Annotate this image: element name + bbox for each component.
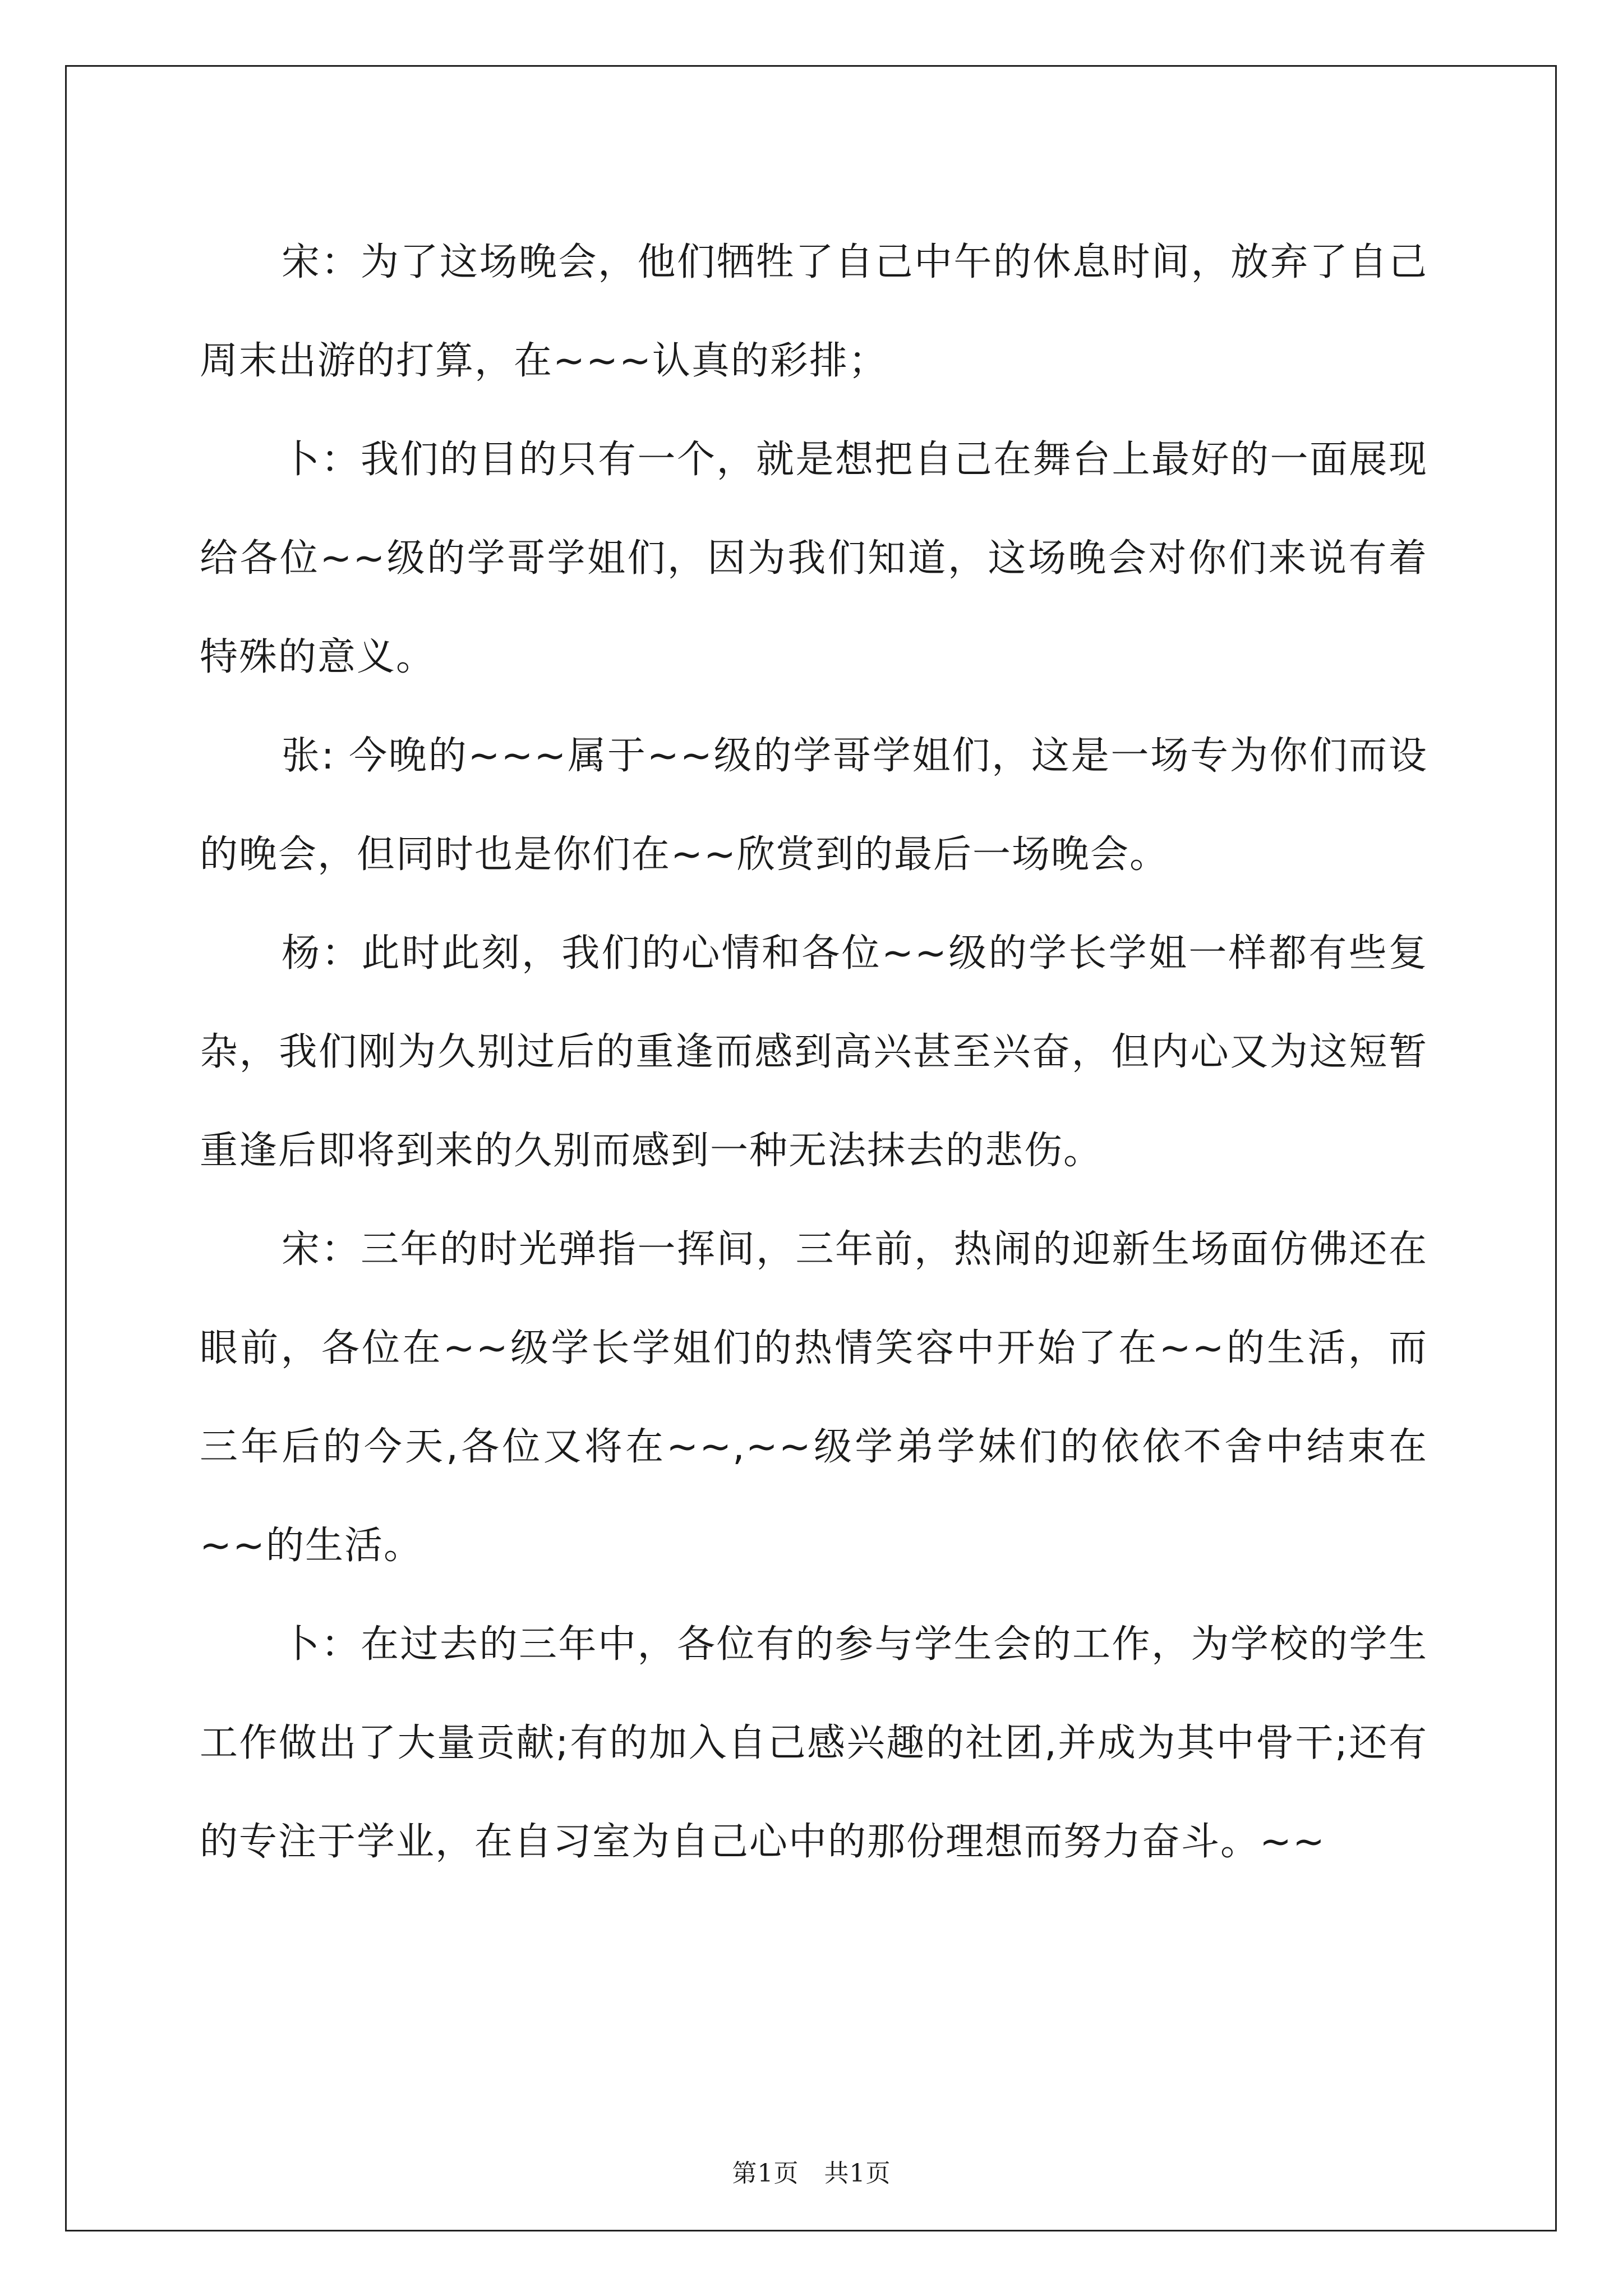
paragraph-zhang: 张: 今晚的~~~属于~~级的学哥学姐们，这是一场专为你们而设的晚会，但同时也是你们在~~欣赏到的最后一场晚会。	[200, 734, 1428, 877]
paragraph-bu-1: 卜：我们的目的只有一个，就是想把自己在舞台上最好的一面展现给各位~~级的学哥学姐们，因为我们知道，这场晚会对你们来说有着特殊的意义。	[200, 438, 1428, 679]
paragraph-yang: 杨：此时此刻，我们的心情和各位~~级的学长学姐一样都有些复杂，我们刚为久别过后的重逢而感到高兴甚至兴奋，但内心又为这短暂重逢后即将到来的久别而感到一种无法抹去的悲伤。	[200, 931, 1428, 1173]
paragraph-song-2: 宋：三年的时光弹指一挥间，三年前，热闹的迎新生场面仿佛还在眼前，各位在~~级学长学姐们的热情笑容中开始了在~~的生活，而三年后的今天,各位又将在~~,~~级学弟学妹们的依依不舍中结束在~~的生活。	[200, 1227, 1428, 1568]
document-body	[200, 213, 1428, 1892]
page-number-footer: 第1页 共1页	[732, 2159, 891, 2188]
paragraph-bu-2: 卜：在过去的三年中，各位有的参与学生会的工作，为学校的学生工作做出了大量贡献;有的加入自己感兴趣的社团,并成为其中骨干;还有的专注于学业，在自习室为自己心中的那份理想而努力奋斗。~~	[200, 1622, 1428, 1864]
paragraph-song-1: 宋：为了这场晚会，他们牺牲了自己中午的休息时间，放弃了自己周末出游的打算，在~~~认真的彩排；	[200, 240, 1428, 383]
